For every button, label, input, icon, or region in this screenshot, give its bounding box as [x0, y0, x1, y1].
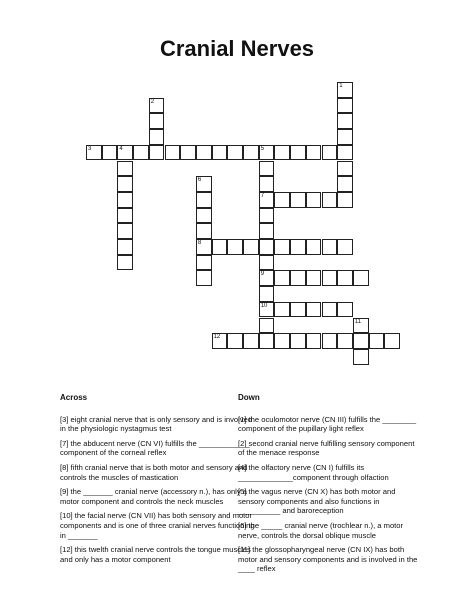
grid-cell[interactable]: [369, 333, 385, 349]
clue-across-8: [8] fifth cranial nerve that is both motor and sensory and controls the muscles of mastication: [60, 462, 248, 482]
grid-cell[interactable]: [259, 286, 275, 302]
grid-cell[interactable]: [117, 255, 133, 271]
puzzle-title: Cranial Nerves: [159, 36, 315, 61]
clue-number: 3: [88, 145, 92, 152]
grid-cell[interactable]: [117, 223, 133, 239]
down-clues: [238, 393, 420, 579]
grid-cell[interactable]: [322, 192, 338, 208]
grid-cell[interactable]: [384, 333, 400, 349]
grid-cell[interactable]: [290, 270, 306, 286]
clue-number: 9: [260, 271, 265, 278]
down-heading: Down: [238, 393, 260, 402]
clue-number: 6: [197, 177, 202, 184]
clue-number: 4: [119, 145, 123, 152]
grid-cell[interactable]: [337, 333, 353, 349]
grid-cell[interactable]: [274, 192, 290, 208]
grid-cell[interactable]: [322, 302, 338, 318]
grid-cell[interactable]: [290, 302, 306, 318]
clue-across-9: [9] the _______ cranial nerve (accessory n.), has only a motor component and controls the neck muscles: [60, 487, 247, 506]
clue-number: 7: [260, 192, 265, 199]
grid-cell[interactable]: [290, 333, 306, 349]
grid-cell[interactable]: [353, 270, 369, 286]
grid-cell[interactable]: [243, 239, 259, 255]
grid-cell[interactable]: [290, 192, 306, 208]
across-heading: Across: [60, 393, 88, 402]
grid-cell[interactable]: [337, 82, 353, 98]
grid-cell[interactable]: [353, 318, 369, 334]
grid-cell[interactable]: [243, 333, 259, 349]
grid-cell[interactable]: [337, 270, 353, 286]
grid-cell[interactable]: [149, 113, 165, 129]
clue-across-12: [12] this twelth cranial nerve controls the tongue muscles and only has a motor component: [60, 545, 251, 564]
grid-cell[interactable]: [196, 208, 212, 224]
grid-cell[interactable]: [322, 333, 338, 349]
grid-cell[interactable]: [306, 270, 322, 286]
grid-cell[interactable]: [353, 333, 369, 349]
grid-cell[interactable]: [165, 145, 181, 161]
grid-cell[interactable]: [86, 145, 102, 161]
clue-across-3: [3] eight cranial nerve that is only sensory and is involved in the physiologic nystagmus test: [60, 414, 253, 434]
clue-down-1: [1] the oculomotor nerve (CN III) fulfills the ________ component of the pupillary light reflex: [238, 414, 417, 434]
grid-cell[interactable]: [117, 192, 133, 208]
grid-cell[interactable]: [180, 145, 196, 161]
grid-cell[interactable]: [337, 145, 353, 161]
grid-cell[interactable]: [353, 349, 369, 365]
grid-cell[interactable]: [227, 145, 243, 161]
grid-cell[interactable]: [274, 239, 290, 255]
clue-number: 12: [213, 334, 221, 341]
grid-cell[interactable]: [337, 98, 353, 114]
clue-down-6: [6] the _____ cranial nerve (trochlear n.), a motor nerve, controls the dorsal oblique muscle: [238, 520, 404, 540]
clue-number: 1: [339, 83, 343, 89]
grid-cell[interactable]: [274, 333, 290, 349]
clue-down-5: [5] the vagus nerve (CN X) has both motor and sensory components and also functions in __________ and baroreception: [238, 487, 396, 516]
grid-cell[interactable]: [322, 145, 338, 161]
clue-number: 11: [354, 318, 362, 325]
grid-cell[interactable]: [196, 270, 212, 286]
clue-down-4: [4] the olfactory nerve (CN I) fulfills its _____________component through olfaction: [238, 462, 389, 482]
grid-cell[interactable]: [274, 302, 290, 318]
grid-cell[interactable]: [117, 145, 133, 161]
grid-cell[interactable]: [259, 239, 275, 255]
grid-cell[interactable]: [290, 239, 306, 255]
grid-cell[interactable]: [117, 208, 133, 224]
grid-cell[interactable]: [259, 145, 275, 161]
clue-down-2: [2] second cranial nerve fulfilling sensory component of the menace response: [238, 438, 415, 458]
clue-number: 10: [260, 302, 268, 309]
grid-cell[interactable]: [322, 270, 338, 286]
grid-cell[interactable]: [290, 145, 306, 161]
grid-cell[interactable]: [259, 161, 275, 177]
grid-cell[interactable]: [227, 239, 243, 255]
grid-cell[interactable]: [196, 223, 212, 239]
grid-cell[interactable]: [337, 302, 353, 318]
clue-across-7: [7] the abducent nerve (CN VI) fulfills the ____________ component of the corneal reflex: [60, 438, 250, 458]
grid-cell[interactable]: [274, 270, 290, 286]
clue-number: 2: [150, 98, 155, 105]
grid-cell[interactable]: [337, 176, 353, 192]
grid-cell[interactable]: [196, 145, 212, 161]
grid-cell[interactable]: [274, 145, 290, 161]
grid-cell[interactable]: [259, 302, 275, 318]
grid-cell[interactable]: [117, 239, 133, 255]
grid-cell[interactable]: [212, 333, 228, 349]
grid-cell[interactable]: [337, 113, 353, 129]
grid-cell[interactable]: [196, 192, 212, 208]
grid-cell[interactable]: [337, 161, 353, 177]
grid-cell[interactable]: [259, 192, 275, 208]
grid-cell[interactable]: [133, 145, 149, 161]
grid-cell[interactable]: [196, 239, 212, 255]
grid-cell[interactable]: [212, 239, 228, 255]
grid-cell[interactable]: [322, 239, 338, 255]
grid-cell[interactable]: [259, 208, 275, 224]
grid-cell[interactable]: [117, 176, 133, 192]
grid-cell[interactable]: [196, 176, 212, 192]
grid-cell[interactable]: [243, 145, 259, 161]
grid-cell[interactable]: [227, 333, 243, 349]
grid-cell[interactable]: [306, 145, 322, 161]
grid-cell[interactable]: [149, 145, 165, 161]
grid-cell[interactable]: [306, 302, 322, 318]
grid-cell[interactable]: [306, 192, 322, 208]
clue-down-11: [11] the glossopharyngeal nerve (CN IX) has both motor and sensory components and is involved in the ____ reflex: [238, 545, 418, 574]
grid-cell[interactable]: [337, 239, 353, 255]
grid-cell[interactable]: [259, 270, 275, 286]
across-clues: [60, 393, 260, 569]
grid-cell[interactable]: [117, 161, 133, 177]
clue-number: 5: [260, 145, 265, 152]
grid-cell[interactable]: [149, 98, 165, 114]
grid-cell[interactable]: [196, 255, 212, 271]
grid-cell[interactable]: [306, 333, 322, 349]
grid-cell[interactable]: [149, 129, 165, 145]
grid-cell[interactable]: [259, 255, 275, 271]
clue-number: 8: [197, 240, 202, 246]
grid-cell[interactable]: [259, 318, 275, 334]
grid-cell[interactable]: [259, 333, 275, 349]
grid-cell[interactable]: [259, 223, 275, 239]
grid-cell[interactable]: [337, 192, 353, 208]
clue-across-10: [10] the facial nerve (CN VII) has both sensory and motor components and is one of three cranial nerves functioning in _______: [60, 511, 255, 540]
grid-cell[interactable]: [259, 176, 275, 192]
grid-cell[interactable]: [102, 145, 118, 161]
grid-cell[interactable]: [306, 239, 322, 255]
grid-cell[interactable]: [337, 129, 353, 145]
grid-cell[interactable]: [212, 145, 228, 161]
